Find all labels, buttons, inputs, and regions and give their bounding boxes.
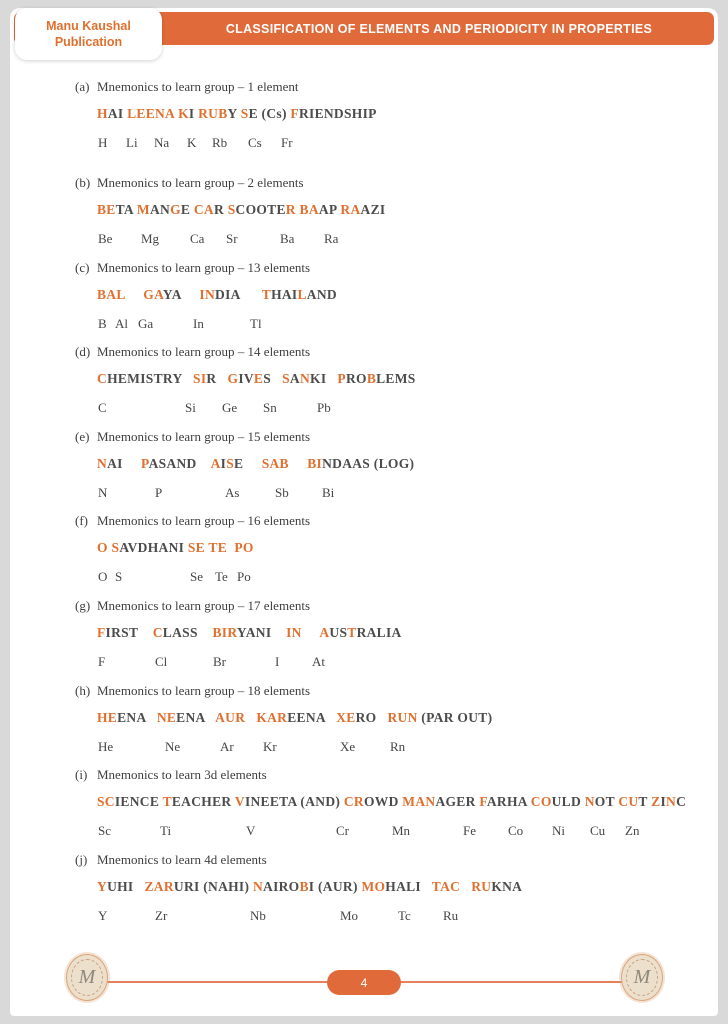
- mnemonic-segment: ZAR: [144, 879, 174, 894]
- element-symbol: Br: [213, 654, 226, 669]
- mnemonic-segment: [376, 710, 387, 725]
- section-h: [10, 683, 718, 767]
- mnemonic-segment: [271, 625, 286, 640]
- mnemonic-segment: XE: [336, 710, 356, 725]
- mnemonic-segment: L: [297, 287, 307, 302]
- mnemonic-segment: AUR: [215, 710, 246, 725]
- mnemonic-segment: G: [170, 202, 181, 217]
- element-symbol: Ni: [552, 823, 565, 838]
- publisher-tab: [15, 8, 162, 60]
- mnemonic-segment: EENA: [287, 710, 326, 725]
- mnemonic-segment: SC: [97, 794, 115, 809]
- section-label: (c): [75, 260, 90, 275]
- element-symbol: Tl: [250, 316, 262, 331]
- section-heading: Mnemonics to learn group – 2 elements: [97, 175, 304, 190]
- mnemonic-segment: AI: [107, 456, 123, 471]
- mnemonic-segment: R: [213, 202, 228, 217]
- section-heading: Mnemonics to learn group – 17 elements: [97, 598, 311, 613]
- element-symbol: Mg: [141, 231, 160, 246]
- mnemonic-segment: IN: [199, 287, 216, 302]
- element-symbol: Bi: [322, 485, 335, 500]
- mnemonic-segment: S: [263, 371, 272, 386]
- mnemonic-segment: AI: [107, 106, 128, 121]
- mnemonic-segment: AZI: [360, 202, 386, 217]
- element-symbol: Co: [508, 823, 524, 838]
- element-symbol: Sb: [275, 485, 289, 500]
- section-a: [10, 79, 718, 163]
- mnemonic-segment: [125, 287, 143, 302]
- section-label: (d): [75, 344, 91, 359]
- mnemonic-segment: ENA: [117, 710, 146, 725]
- mnemonic-segment: IV: [238, 371, 254, 386]
- mnemonic-segment: KAR: [256, 710, 288, 725]
- mnemonic-segment: SI: [193, 371, 207, 386]
- mnemonic-segment: LEMS: [376, 371, 416, 386]
- mnemonic-segment: P: [337, 371, 346, 386]
- element-symbol: Rb: [212, 135, 228, 150]
- mnemonic-segment: NE: [156, 710, 177, 725]
- mnemonic-segment: IN: [286, 625, 302, 640]
- mnemonic-segment: HAI: [271, 287, 298, 302]
- stamp-monogram: M: [633, 966, 651, 988]
- mnemonic-segment: AP: [318, 202, 341, 217]
- element-symbol: Te: [215, 569, 228, 584]
- mnemonic-segment: R: [206, 371, 217, 386]
- section-label: (b): [75, 175, 91, 190]
- section-i: [10, 767, 718, 851]
- mnemonic-segment: RUB: [198, 106, 228, 121]
- mnemonic-segment: NDAAS (LOG): [322, 456, 415, 471]
- mnemonic-line: [97, 710, 712, 726]
- mnemonic-segment: RU: [471, 879, 492, 894]
- section-label: (h): [75, 683, 91, 698]
- mnemonic-segment: CR: [343, 794, 364, 809]
- mnemonic-line: [97, 794, 712, 810]
- mnemonic-line: [97, 540, 712, 556]
- mnemonic-segment: ASAND: [148, 456, 197, 471]
- mnemonic-segment: N: [299, 371, 311, 386]
- mnemonic-segment: E (Cs): [248, 106, 291, 121]
- element-symbol: Xe: [340, 739, 356, 754]
- page-title: CLASSIFICATION OF ELEMENTS AND PERIODICITY IN PROPERTIES: [225, 21, 653, 36]
- mnemonic-segment: [146, 710, 157, 725]
- section-g: [10, 598, 718, 682]
- mnemonic-segment: B: [299, 879, 309, 894]
- mnemonic-line: [97, 879, 712, 895]
- mnemonic-segment: IENCE: [114, 794, 163, 809]
- element-symbol: Fr: [281, 135, 293, 150]
- element-symbols-row: [97, 400, 712, 418]
- mnemonic-segment: BI: [307, 456, 323, 471]
- mnemonic-segment: C: [676, 794, 687, 809]
- element-symbols-row: [97, 231, 712, 249]
- element-symbol: Ge: [222, 400, 238, 415]
- mnemonic-segment: MO: [361, 879, 386, 894]
- section-label: (g): [75, 598, 91, 613]
- mnemonic-segment: DIA: [215, 287, 240, 302]
- element-symbol: Zn: [625, 823, 640, 838]
- mnemonic-segment: N: [666, 794, 677, 809]
- mnemonic-segment: [181, 287, 199, 302]
- element-symbol: Ar: [220, 739, 234, 754]
- mnemonic-segment: V: [234, 794, 245, 809]
- mnemonic-segment: A: [319, 625, 330, 640]
- mnemonic-segment: P: [141, 456, 149, 471]
- mnemonic-segment: N: [584, 794, 595, 809]
- mnemonic-segment: [460, 879, 471, 894]
- section-heading: Mnemonics to learn group – 16 elements: [97, 513, 311, 528]
- mnemonic-line: [97, 625, 712, 641]
- mnemonic-segment: C: [97, 371, 108, 386]
- mnemonic-segment: T: [638, 794, 652, 809]
- mnemonic-segment: I: [220, 456, 227, 471]
- element-symbol: Mn: [392, 823, 411, 838]
- element-symbols-row: [97, 908, 712, 926]
- mnemonic-segment: TE: [208, 540, 228, 555]
- mnemonic-segment: AND: [306, 287, 337, 302]
- mnemonic-segment: UHI: [107, 879, 134, 894]
- mnemonic-segment: RA: [340, 202, 361, 217]
- mnemonic-segment: H: [97, 106, 108, 121]
- mnemonic-segment: E: [253, 371, 264, 386]
- mnemonic-segment: [182, 371, 193, 386]
- mnemonic-segment: S: [111, 540, 120, 555]
- element-symbol: K: [187, 135, 197, 150]
- mnemonic-segment: PO: [234, 540, 254, 555]
- mnemonic-segment: S: [240, 106, 249, 121]
- element-symbol: B: [98, 316, 107, 331]
- mnemonic-segment: EACHER: [171, 794, 235, 809]
- mnemonic-segment: G: [227, 371, 239, 386]
- mnemonic-segment: A: [210, 456, 221, 471]
- element-symbols-row: [97, 823, 712, 841]
- element-symbol: Sc: [98, 823, 111, 838]
- mnemonic-segment: KNA: [491, 879, 523, 894]
- element-symbols-row: [97, 135, 712, 153]
- element-symbol: Po: [237, 569, 251, 584]
- element-symbol: H: [98, 135, 108, 150]
- element-symbol: Zr: [155, 908, 168, 923]
- section-e: [10, 429, 718, 513]
- mnemonic-segment: BA: [299, 202, 319, 217]
- section-label: (i): [75, 767, 88, 782]
- element-symbol: Kr: [263, 739, 277, 754]
- element-symbol: N: [98, 485, 108, 500]
- mnemonic-segment: IRST: [105, 625, 139, 640]
- element-symbol: Cr: [336, 823, 349, 838]
- mnemonic-segment: BAL: [97, 287, 125, 302]
- mnemonic-segment: T: [162, 794, 172, 809]
- mnemonic-segment: BE: [97, 202, 116, 217]
- mnemonic-segment: N: [252, 879, 264, 894]
- element-symbol: As: [225, 485, 240, 500]
- section-label: (j): [75, 852, 88, 867]
- element-symbol: Cl: [155, 654, 168, 669]
- mnemonic-segment: YA: [162, 287, 182, 302]
- element-symbol: F: [98, 654, 106, 669]
- section-heading: Mnemonics to learn group – 14 elements: [97, 344, 311, 359]
- element-symbol: P: [155, 485, 163, 500]
- mnemonic-segment: T: [347, 625, 357, 640]
- mnemonic-segment: [216, 371, 227, 386]
- mnemonic-segment: [138, 625, 153, 640]
- mnemonic-segment: RO: [355, 710, 377, 725]
- section-b: [10, 175, 718, 259]
- mnemonic-segment: I: [188, 106, 199, 121]
- element-symbol: Sn: [263, 400, 277, 415]
- element-symbols-row: [97, 654, 712, 672]
- section-heading: Mnemonics to learn group – 13 elements: [97, 260, 311, 275]
- section-heading: Mnemonics to learn group – 1 element: [97, 79, 299, 94]
- mnemonic-line: [97, 456, 712, 472]
- publisher-stamp-left-icon: [66, 954, 108, 1001]
- mnemonic-segment: Z: [651, 794, 661, 809]
- mnemonic-line: [97, 371, 712, 387]
- mnemonic-segment: S: [282, 371, 290, 386]
- mnemonic-segment: ARHA: [486, 794, 531, 809]
- element-symbol: C: [98, 400, 107, 415]
- element-symbol: Si: [185, 400, 196, 415]
- page-number-badge: [327, 970, 401, 995]
- mnemonic-segment: [198, 625, 213, 640]
- element-symbol: Ga: [138, 316, 154, 331]
- element-symbols-row: [97, 316, 712, 334]
- mnemonic-segment: Y: [97, 879, 108, 894]
- element-symbol: Rn: [390, 739, 406, 754]
- mnemonic-segment: HALI: [385, 879, 421, 894]
- element-symbol: Fe: [463, 823, 476, 838]
- mnemonic-segment: CA: [193, 202, 214, 217]
- element-symbol: In: [193, 316, 204, 331]
- mnemonic-segment: RO: [345, 371, 367, 386]
- element-symbols-row: [97, 739, 712, 757]
- section-j: [10, 852, 718, 936]
- section-label: (a): [75, 79, 90, 94]
- element-symbol: Cu: [590, 823, 606, 838]
- section-heading: Mnemonics to learn 3d elements: [97, 767, 267, 782]
- mnemonic-segment: F: [290, 106, 299, 121]
- mnemonic-segment: [326, 371, 337, 386]
- element-symbols-row: [97, 485, 712, 503]
- mnemonic-line: [97, 202, 712, 218]
- section-heading: Mnemonics to learn 4d elements: [97, 852, 267, 867]
- mnemonic-segment: [289, 456, 307, 471]
- mnemonic-segment: SAB: [261, 456, 289, 471]
- mnemonic-segment: ULD: [551, 794, 585, 809]
- mnemonic-segment: C: [152, 625, 163, 640]
- element-symbol: Y: [98, 908, 108, 923]
- mnemonic-segment: R: [285, 202, 300, 217]
- mnemonic-segment: [421, 879, 432, 894]
- mnemonic-segment: AGER: [435, 794, 480, 809]
- mnemonic-segment: N: [97, 456, 108, 471]
- mnemonic-segment: [245, 710, 256, 725]
- mnemonic-segment: URI (NAHI): [173, 879, 253, 894]
- element-symbol: Se: [190, 569, 203, 584]
- element-symbol: Ne: [165, 739, 181, 754]
- element-symbol: Ba: [280, 231, 295, 246]
- section-heading: Mnemonics to learn group – 18 elements: [97, 683, 311, 698]
- section-c: [10, 260, 718, 344]
- mnemonic-segment: US: [329, 625, 348, 640]
- mnemonic-segment: INEETA (AND): [244, 794, 344, 809]
- section-d: [10, 344, 718, 428]
- element-symbol: At: [312, 654, 325, 669]
- mnemonic-segment: COOTE: [235, 202, 286, 217]
- mnemonic-segment: A: [289, 371, 300, 386]
- mnemonic-segment: BIR: [212, 625, 237, 640]
- mnemonic-segment: F: [479, 794, 487, 809]
- element-symbol: Nb: [250, 908, 266, 923]
- mnemonic-segment: [205, 710, 215, 725]
- mnemonic-segment: F: [97, 625, 106, 640]
- mnemonic-segment: LEENA: [127, 106, 175, 121]
- mnemonic-segment: CU: [618, 794, 639, 809]
- element-symbol: He: [98, 739, 114, 754]
- section-label: (e): [75, 429, 90, 444]
- mnemonic-segment: I: [660, 794, 667, 809]
- mnemonic-segment: [271, 371, 282, 386]
- element-symbols-row: [97, 569, 712, 587]
- mnemonic-segment: [123, 456, 141, 471]
- page-number: 4: [360, 975, 368, 990]
- element-symbol: Tc: [398, 908, 411, 923]
- mnemonic-segment: AN: [149, 202, 171, 217]
- mnemonic-segment: (PAR OUT): [417, 710, 493, 725]
- mnemonic-segment: E: [234, 456, 244, 471]
- mnemonic-segment: AVDHANI: [119, 540, 188, 555]
- element-symbol: Ra: [324, 231, 339, 246]
- mnemonic-segment: CO: [530, 794, 552, 809]
- mnemonic-segment: TAC: [431, 879, 461, 894]
- mnemonic-segment: RIENDSHIP: [298, 106, 377, 121]
- publisher-name: Manu Kaushal: [46, 19, 131, 33]
- element-symbol: O: [98, 569, 108, 584]
- publisher-subtitle: Publication: [54, 35, 123, 49]
- element-symbol: S: [115, 569, 123, 584]
- element-symbol: Pb: [317, 400, 331, 415]
- mnemonic-segment: O: [97, 540, 108, 555]
- mnemonic-segment: M: [136, 202, 150, 217]
- mnemonic-segment: [325, 710, 336, 725]
- element-symbol: Cs: [248, 135, 262, 150]
- element-symbol: Ca: [190, 231, 205, 246]
- mnemonic-segment: LASS: [162, 625, 198, 640]
- mnemonic-segment: [133, 879, 144, 894]
- mnemonic-segment: S: [227, 202, 236, 217]
- mnemonic-segment: I (AUR): [308, 879, 362, 894]
- mnemonic-segment: S: [226, 456, 235, 471]
- mnemonic-segment: [302, 625, 320, 640]
- element-symbol: Al: [115, 316, 128, 331]
- mnemonic-segment: E: [180, 202, 194, 217]
- mnemonic-segment: [197, 456, 211, 471]
- section-heading: Mnemonics to learn group – 15 elements: [97, 429, 311, 444]
- element-symbol: Na: [154, 135, 170, 150]
- mnemonic-segment: OT: [594, 794, 619, 809]
- mnemonic-segment: RALIA: [356, 625, 402, 640]
- element-symbol: Be: [98, 231, 113, 246]
- mnemonic-line: [97, 287, 712, 303]
- mnemonic-segment: ENA: [176, 710, 205, 725]
- mnemonic-segment: [240, 287, 262, 302]
- mnemonic-segment: MAN: [402, 794, 436, 809]
- mnemonic-segment: OWD: [363, 794, 403, 809]
- mnemonic-segment: AIRO: [263, 879, 300, 894]
- mnemonic-segment: B: [366, 371, 377, 386]
- mnemonic-segment: K: [178, 106, 189, 121]
- publisher-stamp-right-icon: [621, 954, 663, 1001]
- mnemonic-segment: KI: [310, 371, 327, 386]
- element-symbol: Li: [126, 135, 138, 150]
- element-symbol: V: [246, 823, 256, 838]
- element-symbol: I: [275, 654, 280, 669]
- document-page: [10, 8, 718, 1016]
- mnemonic-segment: TA: [115, 202, 137, 217]
- section-label: (f): [75, 513, 88, 528]
- mnemonic-segment: [243, 456, 261, 471]
- mnemonic-segment: RUN: [387, 710, 418, 725]
- stamp-monogram: M: [78, 966, 96, 988]
- mnemonic-segment: HE: [97, 710, 118, 725]
- mnemonic-segment: HEMISTRY: [107, 371, 182, 386]
- mnemonic-segment: Y: [227, 106, 241, 121]
- element-symbol: Ti: [160, 823, 172, 838]
- mnemonic-segment: T: [261, 287, 272, 302]
- mnemonic-segment: SE: [187, 540, 205, 555]
- mnemonic-line: [97, 106, 712, 122]
- section-f: [10, 513, 718, 597]
- element-symbol: Sr: [226, 231, 238, 246]
- mnemonic-segment: GA: [143, 287, 163, 302]
- mnemonic-segment: YANI: [236, 625, 272, 640]
- element-symbol: Ru: [443, 908, 459, 923]
- element-symbol: Mo: [340, 908, 359, 923]
